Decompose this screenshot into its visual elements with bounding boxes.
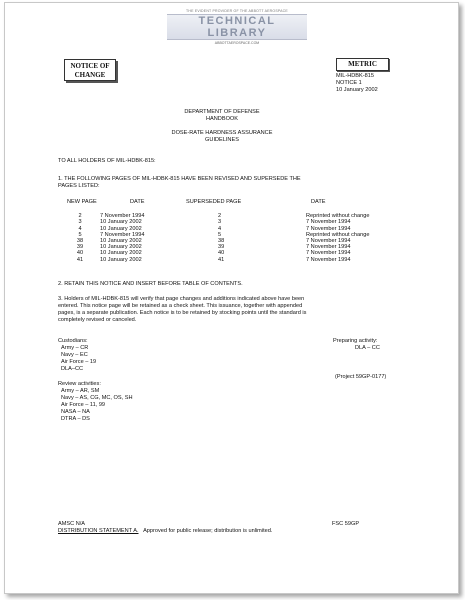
table-header-date: DATE: [130, 199, 145, 205]
review-item: Air Force – 11, 99: [61, 402, 106, 408]
para3-line4: completely revised or canceled.: [58, 317, 137, 323]
preparing-activity-title: Preparing activity:: [333, 338, 378, 344]
preparing-activity-value: DLA – CC: [355, 345, 380, 351]
table-header-superseded-date: DATE: [311, 199, 326, 205]
para2: 2. RETAIN THIS NOTICE AND INSERT BEFORE TABLE OF CONTENTS.: [58, 281, 243, 287]
heading-handbook: HANDBOOK: [205, 116, 238, 122]
notice-box-line2: CHANGE: [74, 71, 106, 79]
distribution-statement: [58, 528, 272, 535]
logo-url: ABBOTTAEROSPACE.COM: [214, 41, 260, 45]
table-header-superseded-page: SUPERSEDED PAGE: [186, 199, 242, 205]
heading-subtitle: GUIDELINES: [205, 137, 239, 143]
project-number: (Project 59GP-0177): [335, 374, 387, 380]
doc-notice: NOTICE 1: [336, 80, 362, 86]
custodian-item: Navy – EC: [61, 352, 88, 358]
review-activities-title: Review activities:: [58, 381, 101, 387]
heading-department: DEPARTMENT OF DEFENSE: [184, 109, 260, 115]
para1-line2: PAGES LISTED:: [58, 183, 100, 189]
para3-line2: entered. This notice page will be retained as a check sheet. This issuance, together with appended: [58, 303, 303, 309]
para3-line1: 3. Holders of MIL-HDBK-815 will verify that page changes and additions indicated above have been: [58, 296, 305, 302]
custodians-title: Custodians:: [58, 338, 88, 344]
distribution-statement-text: Approved for public release; distribution is unlimited.: [143, 528, 273, 534]
notice-box-line1: NOTICE OF: [70, 62, 110, 70]
para3-line3: pages, is a separate publication. Each notice is to be retained by stocking points until the standard is: [58, 310, 307, 316]
amsc-label: AMSC N/A: [58, 521, 86, 527]
heading-title: DOSE-RATE HARDNESS ASSURANCE: [171, 130, 273, 136]
custodian-item: Army – CR: [61, 345, 89, 351]
doc-date: 10 January 2002: [336, 87, 378, 93]
logo-tagline: THE EVIDENT PROVIDER OF THE ABBOTT AEROSPACE: [186, 9, 288, 13]
custodian-item: DLA–CC: [61, 366, 84, 372]
review-item: NASA – NA: [61, 409, 90, 415]
document-page: THE EVIDENT PROVIDER OF THE ABBOTT AEROSPACE TECHNICAL LIBRARY ABBOTTAEROSPACE.COM NOTICE OF CHANGE METRIC MIL-HDBK-815 NOTICE 1 10 January 2002 DEPARTMENT OF DEFENSE HANDBOOK DOSE-RATE HARDNESS ASSURANCE GUIDELINES TO ALL HOLDERS OF MIL-HDBK-815: 1. THE FOLLOWING PAGES OF MIL-HDBK-815 HAVE BEEN REVISED AND SUPERSEDE THE PAGES LISTED: NEW PAGE DATE SUPERSEDED PAGE DATE 2 7 November 1994 2 Reprinted without change 3 10 January 2002 3 7 November 1994 4 10 January 2002 4 7 November 1994 5 7 November 1994 5 Reprinted without change 38 10 January 2002 38 7 November 1994 39 10 January 2002 39 7 November 1994 40 10 January 2002 40 7 November 1994 41 10 January 2002 41 7 November 1994 2. RETAIN THIS NOTICE AND INSERT BEFORE TABLE OF CONTENTS. 3. Holders of MIL-HDBK-815 will verify that page changes and additions indicated above have been entered. This notice page will be retained as a check sheet. This issuance, together with appended pages, is a separate publication. Each notice is to be retained by stocking points until the standard is completely revised or canceled. Custodians: Army – CR Navy – EC Air Force – 19 DLA–CC Preparing activity: DLA – CC (Project 59GP-0177) Review activities: Army – AR, SM Navy – AS, CG, MC, OS, SH Air Force – 11, 99 NASA – NA DTRA – DS AMSC N/A FSC 59GP DISTRIBUTION STATEMENT A. Approved for public release; distribution is unlimited.: [4, 2, 459, 594]
technical-library-logo: [167, 9, 307, 45]
to-holders: TO ALL HOLDERS OF MIL-HDBK-815:: [58, 158, 156, 164]
notice-of-change-box: [64, 59, 116, 81]
doc-number: MIL-HDBK-815: [336, 73, 374, 79]
logo-name: TECHNICAL LIBRARY: [167, 14, 307, 40]
review-item: Navy – AS, CG, MC, OS, SH: [61, 395, 133, 401]
distribution-statement-label: DISTRIBUTION STATEMENT A.: [58, 528, 139, 534]
review-item: DTRA – DS: [61, 416, 90, 422]
table-header-new-page: NEW PAGE: [67, 199, 97, 205]
para1-line1: 1. THE FOLLOWING PAGES OF MIL-HDBK-815 HAVE BEEN REVISED AND SUPERSEDE THE: [58, 176, 301, 182]
metric-box: METRIC: [336, 58, 389, 71]
fsc-label: FSC 59GP: [332, 521, 360, 527]
review-item: Army – AR, SM: [61, 388, 100, 394]
custodian-item: Air Force – 19: [61, 359, 97, 365]
